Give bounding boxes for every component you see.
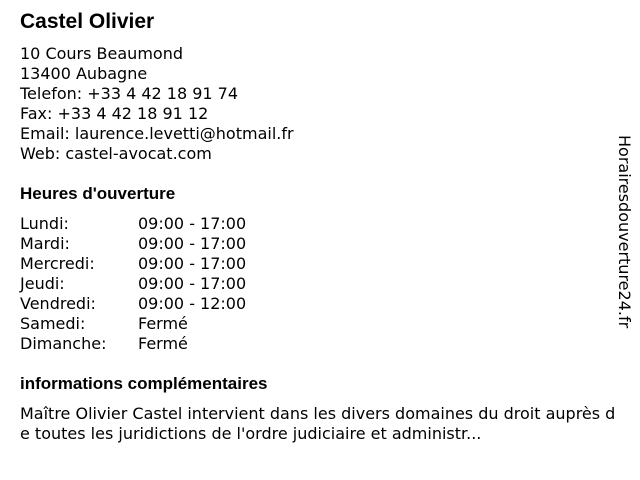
address-city: 13400 Aubagne: [20, 64, 148, 83]
email-line: Email: laurence.levetti@hotmail.fr: [20, 124, 294, 143]
hours-row-saturday: [20, 314, 610, 334]
hours-day-label: Jeudi:: [20, 274, 65, 293]
hours-day-label: Lundi:: [20, 214, 69, 233]
business-card: [20, 10, 616, 444]
hours-row-friday: [20, 294, 610, 314]
web-line: Web: castel-avocat.com: [20, 144, 212, 163]
opening-hours-table: [20, 214, 610, 354]
business-name: Castel Olivier: [20, 10, 155, 33]
hours-day-label: Samedi:: [20, 314, 86, 333]
opening-hours-heading: Heures d'ouverture: [20, 184, 176, 203]
hours-time-value: 09:00 - 17:00: [138, 274, 247, 293]
additional-info-text: Maître Olivier Castel intervient dans les divers domaines du droit auprès de toutes les juridictions de l'ordre judiciaire et administr...: [20, 404, 616, 443]
hours-day-label: Mercredi:: [20, 254, 95, 273]
hours-day-label: Mardi:: [20, 234, 70, 253]
hours-time-value: 09:00 - 12:00: [138, 294, 247, 313]
hours-row-monday: [20, 214, 610, 234]
hours-time-value: 09:00 - 17:00: [138, 254, 247, 273]
phone-line: Telefon: +33 4 42 18 91 74: [20, 84, 239, 103]
hours-time-value: Fermé: [138, 314, 188, 333]
address-street: 10 Cours Beaumond: [20, 44, 183, 63]
hours-time-value: 09:00 - 17:00: [138, 214, 247, 233]
site-watermark: Horairesdouverture24.fr: [615, 135, 634, 329]
hours-row-sunday: [20, 334, 610, 354]
hours-row-thursday: [20, 274, 610, 294]
additional-info-heading: informations complémentaires: [20, 374, 268, 393]
hours-row-tuesday: [20, 234, 610, 254]
hours-day-label: Vendredi:: [20, 294, 96, 313]
fax-line: Fax: +33 4 42 18 91 12: [20, 104, 209, 123]
hours-time-value: Fermé: [138, 334, 188, 353]
hours-day-label: Dimanche:: [20, 334, 107, 353]
hours-row-wednesday: [20, 254, 610, 274]
contact-block: [20, 44, 610, 164]
hours-time-value: 09:00 - 17:00: [138, 234, 247, 253]
